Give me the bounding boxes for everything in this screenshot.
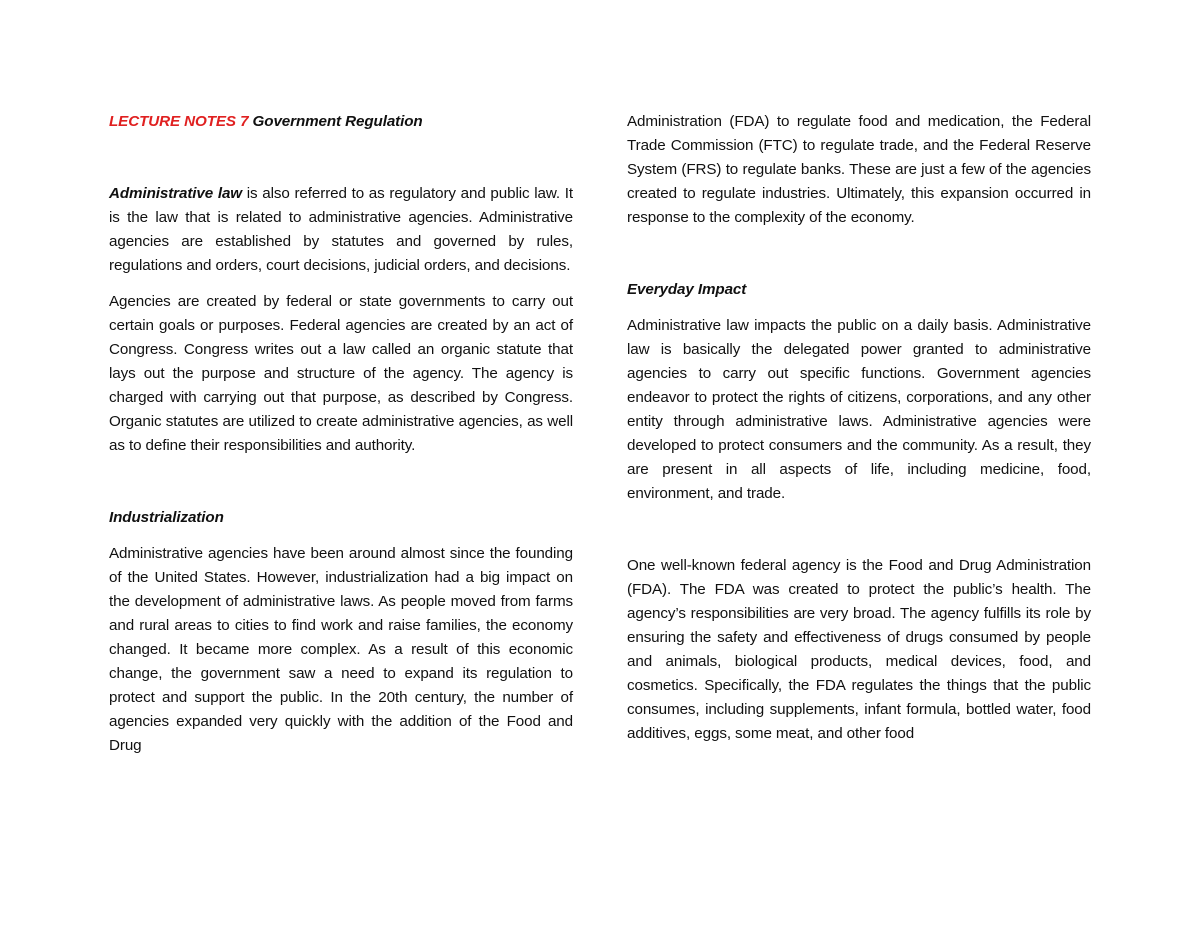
left-column <box>109 110 573 758</box>
admin-law-term: Administrative law <box>109 185 243 202</box>
continuation-paragraph: Administration (FDA) to regulate food and medication, the Federal Trade Commission (FTC) to regulate trade, and the Federal Reserve System (FRS) to regulate banks. These are just a few of the agencies created to regulate industries. Ultimately, this expansion occurred in response to the complexity of the economy. <box>627 113 1091 226</box>
industrialization-paragraph: Administrative agencies have been around almost since the founding of the United States. However, industrialization had a big impact on the development of administrative laws. As people moved from farms and rural areas to cities to find work and raise families, the economy changed. It became more complex. As a result of this economic change, the government saw a need to expand its regulation to protect and support the public. In the 20th century, the number of agencies expanded very quickly with the addition of the Food and Drug <box>109 545 573 754</box>
right-column <box>627 110 1091 746</box>
agencies-paragraph: Agencies are created by federal or state governments to carry out certain goals or purposes. Federal agencies are created by an act of Congress. Congress writes out a law called an organic statute that lays out the purpose and structure of the agency. The agency is charged with carrying out that purpose, as described by Congress. Organic statutes are utilized to create administrative agencies, as well as to define their responsibilities and authority. <box>109 293 573 454</box>
title-rest: Government Regulation <box>248 113 423 130</box>
admin-law-text: is also referred to as regulatory and public law. It is the law that is related to administrative agencies. Administrative agencies are established by statutes and governed by rules, regulations and orders, court decisions, judicial orders, and decisions. <box>109 185 573 274</box>
page-title <box>109 110 573 134</box>
admin-law-paragraph <box>109 182 573 278</box>
title-prefix: LECTURE NOTES 7 <box>109 113 249 130</box>
fda-paragraph: One well-known federal agency is the Food and Drug Administration (FDA). The FDA was created to protect the public’s health. The agency’s responsibilities are very broad. The agency fulfills its role by ensuring the safety and effectiveness of drugs consumed by people and animals, biological products, medical devices, food, and cosmetics. Specifically, the FDA regulates the things that the public consumes, including supplements, infant formula, bottled water, food additives, eggs, some meat, and other food <box>627 557 1091 742</box>
everyday-impact-paragraph: Administrative law impacts the public on a daily basis. Administrative law is basically the delegated power granted to administrative agencies to carry out specific functions. Government agencies endeavor to protect the rights of citizens, corporations, and any other entity through administrative laws. Administrative agencies were developed to protect consumers and the community. As a result, they are present in all aspects of life, including medicine, food, environment, and trade. <box>627 317 1091 502</box>
industrialization-heading: Industrialization <box>109 509 224 526</box>
everyday-impact-heading: Everyday Impact <box>627 281 747 298</box>
